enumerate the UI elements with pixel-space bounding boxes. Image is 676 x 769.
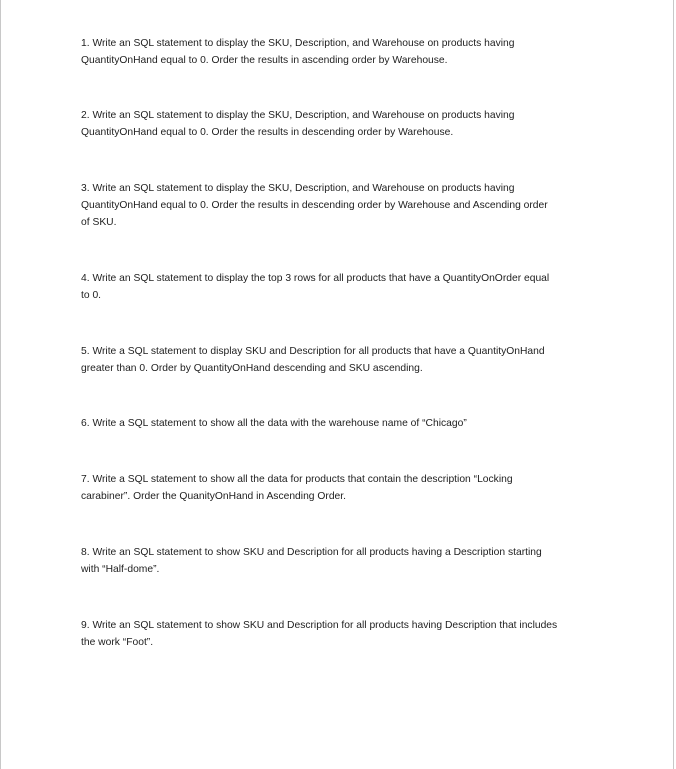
- question-7-line-1: 7. Write a SQL statement to show all the data for products that contain the description “Locking: [81, 474, 513, 485]
- question-8: [81, 544, 601, 578]
- question-9-line-1: 9. Write an SQL statement to show SKU and Description for all products having Description that includes: [81, 620, 558, 631]
- question-2-line-2: QuantityOnHand equal to 0. Order the results in descending order by Warehouse.: [81, 127, 454, 138]
- question-9-line-2: the work “Foot”.: [81, 637, 154, 648]
- question-2-line-1: 2. Write an SQL statement to display the SKU, Description, and Warehouse on products having: [81, 110, 515, 121]
- question-4-line-2: to 0.: [81, 290, 102, 301]
- question-5-line-1: 5. Write a SQL statement to display SKU and Description for all products that have a QuantityOnHand: [81, 346, 545, 357]
- question-1-line-2: QuantityOnHand equal to 0. Order the results in ascending order by Warehouse.: [81, 55, 448, 66]
- question-6-line-1: 6. Write a SQL statement to show all the data with the warehouse name of “Chicago”: [81, 418, 467, 429]
- question-8-line-1: 8. Write an SQL statement to show SKU and Description for all products having a Description starting: [81, 547, 542, 558]
- question-7: [81, 471, 601, 505]
- question-6: [81, 415, 601, 432]
- question-1: [81, 35, 601, 69]
- question-8-line-2: with “Half-dome”.: [81, 564, 160, 575]
- question-9: [81, 617, 601, 651]
- question-5: [81, 343, 601, 377]
- question-1-line-1: 1. Write an SQL statement to display the SKU, Description, and Warehouse on products having: [81, 38, 515, 49]
- question-3-line-2: QuantityOnHand equal to 0. Order the results in descending order by Warehouse and Ascending order: [81, 200, 548, 211]
- question-4: [81, 270, 601, 304]
- question-3-line-3: of SKU.: [81, 217, 117, 228]
- question-2: [81, 107, 601, 141]
- question-7-line-2: carabiner”. Order the QuanityOnHand in Ascending Order.: [81, 491, 346, 502]
- question-3-line-1: 3. Write an SQL statement to display the SKU, Description, and Warehouse on products having: [81, 183, 515, 194]
- question-3: [81, 180, 601, 231]
- question-5-line-2: greater than 0. Order by QuantityOnHand descending and SKU ascending.: [81, 363, 423, 374]
- question-4-line-1: 4. Write an SQL statement to display the top 3 rows for all products that have a QuantityOnOrder equal: [81, 273, 550, 284]
